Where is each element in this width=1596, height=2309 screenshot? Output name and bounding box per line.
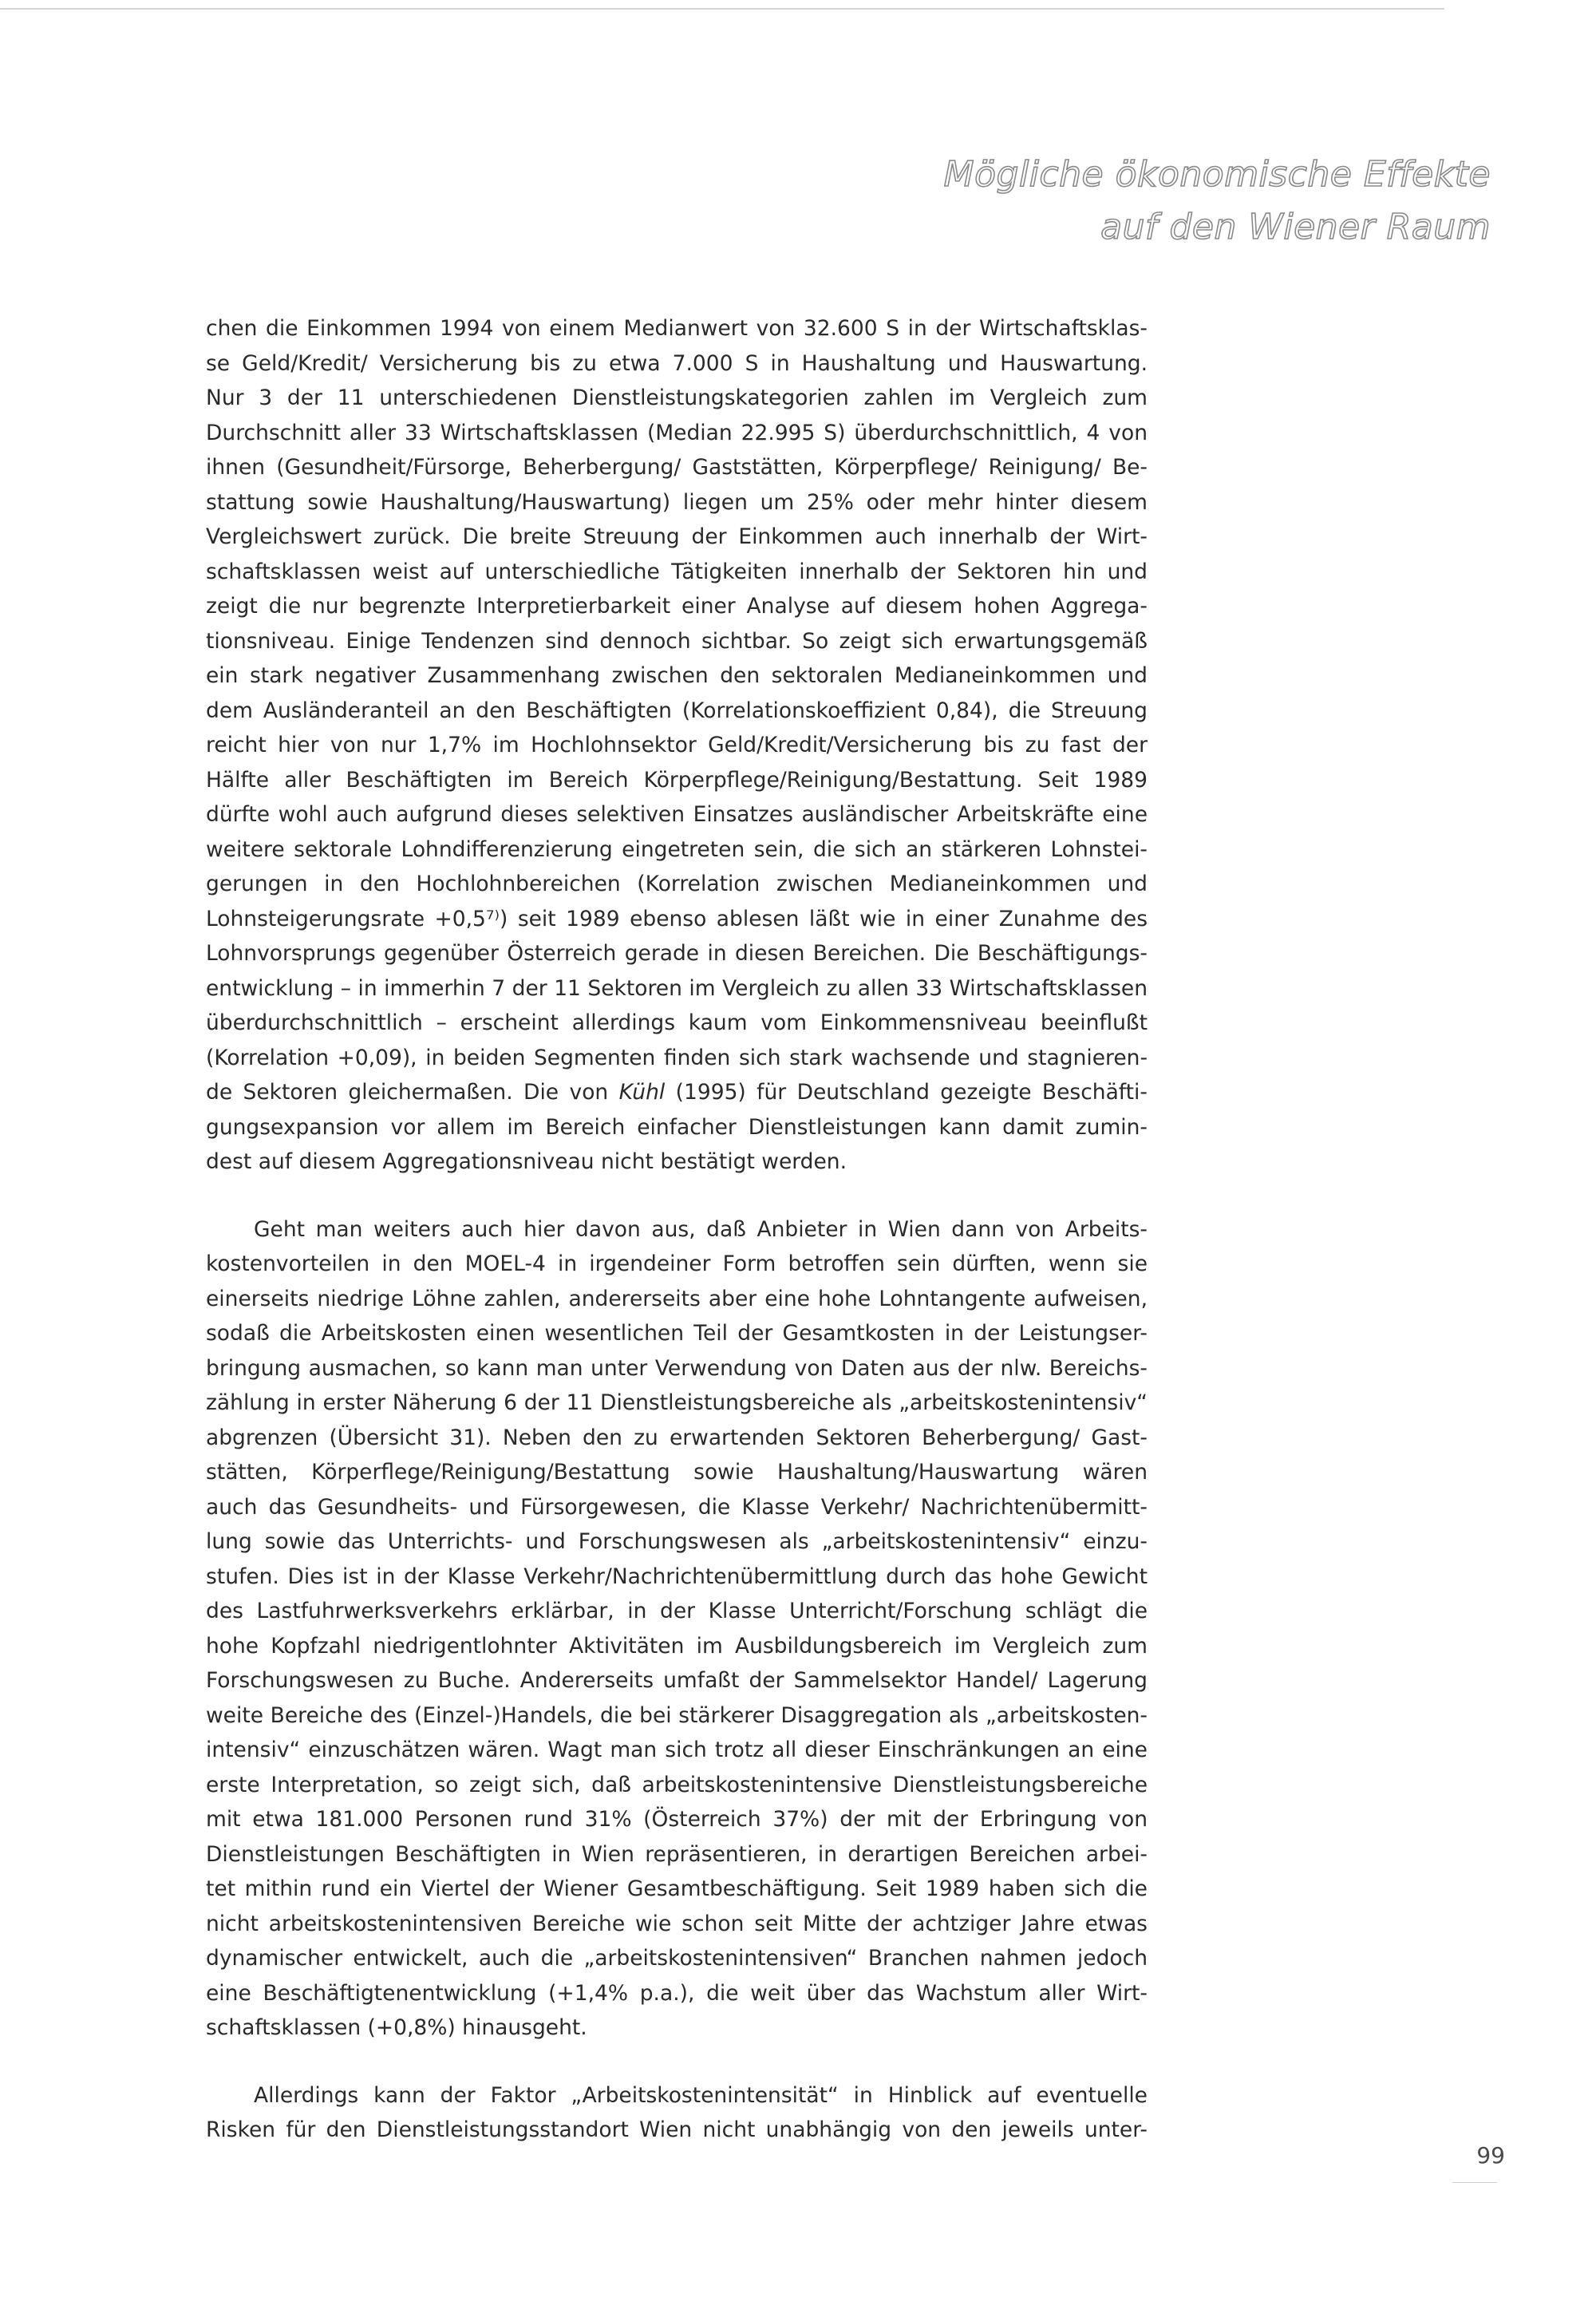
text-line: reicht hier von nur 1,7% im Hochlohnsektor Geld/Kredit/Versicherung bis zu fast der: [206, 733, 1148, 757]
text-line: Nur 3 der 11 unterschiedenen Dienstleistungskategorien zahlen im Vergleich zum: [206, 385, 1148, 410]
text-line: ein stark negativer Zusammenhang zwischen den sektoralen Medianeinkommen und: [206, 663, 1148, 688]
text-line: de Sektoren gleichermaßen. Die von Kühl (1995) für Deutschland gezeigte Beschäfti-: [206, 1080, 1148, 1105]
paragraph-gap: [206, 2046, 1148, 2078]
text-line: mit etwa 181.000 Personen rund 31% (Österreich 37%) der mit der Erbringung von: [206, 1807, 1148, 1832]
text-line: hohe Kopfzahl niedrigentlohnter Aktivitäten im Ausbildungsbereich im Vergleich zum: [206, 1633, 1148, 1659]
text-line: entwicklung – in immerhin 7 der 11 Sektoren im Vergleich zu allen 33 Wirtschaftsklassen: [206, 975, 1148, 1001]
text-line: dynamischer entwickelt, auch die „arbeitskostenintensiven“ Branchen nahmen jedoch: [206, 1946, 1148, 1971]
top-rule: [0, 8, 1444, 10]
text-line: schaftsklassen (+0,8%) hinausgeht.: [206, 2015, 587, 2040]
text-line: dem Ausländeranteil an den Beschäftigten (Korrelationskoeffizient 0,84), die Streuung: [206, 698, 1148, 723]
paragraph-2: [206, 1212, 1148, 2046]
text-line: weitere sektorale Lohndifferenzierung eingetreten sein, die sich an stärkeren Lohnstei-: [206, 836, 1148, 862]
text-line: erste Interpretation, so zeigt sich, daß arbeitskostenintensive Dienstleistungsbereiche: [206, 1772, 1148, 1797]
text-line: weite Bereiche des (Einzel-)Handels, die bei stärkerer Disaggregation als „arbeitskosten-: [206, 1702, 1148, 1728]
body-text: [206, 311, 1148, 2148]
paragraph-gap: [206, 1180, 1148, 1212]
text-line: Vergleichswert zurück. Die breite Streuung der Einkommen auch innerhalb der Wirt-: [206, 524, 1148, 549]
text-line: zählung in erster Näherung 6 der 11 Dienstleistungsbereiche als „arbeitskostenintensiv“: [206, 1390, 1148, 1415]
text-line: Forschungswesen zu Buche. Andererseits umfaßt der Sammelsektor Handel/ Lagerung: [206, 1668, 1148, 1693]
text-line: stufen. Dies ist in der Klasse Verkehr/Nachrichtenübermittlung durch das hohe Gewicht: [206, 1564, 1148, 1589]
text-line: stattung sowie Haushaltung/Hauswartung) liegen um 25% oder mehr hinter diesem: [206, 489, 1148, 515]
text-line: (Korrelation +0,09), in beiden Segmenten finden sich stark wachsende und stagnieren-: [206, 1045, 1148, 1070]
running-header: [944, 148, 1491, 254]
text-line: zeigt die nur begrenzte Interpretierbarkeit einer Analyse auf diesem hohen Aggrega-: [206, 594, 1148, 619]
text-line: Dienstleistungen Beschäftigten in Wien repräsentieren, in derartigen Bereichen arbei-: [206, 1841, 1148, 1867]
text-line: einerseits niedrige Löhne zahlen, andererseits aber eine hohe Lohntangente aufweisen,: [206, 1286, 1148, 1311]
text-line: Durchschnitt aller 33 Wirtschaftsklassen (Median 22.995 S) überdurchschnittlich, 4 von: [206, 420, 1148, 445]
text-line: abgrenzen (Übersicht 31). Neben den zu erwartenden Sektoren Beherbergung/ Gast-: [206, 1425, 1148, 1450]
cited-author: Kühl: [618, 1080, 666, 1105]
text-line: bringung ausmachen, so kann man unter Verwendung von Daten aus der nlw. Bereichs-: [206, 1355, 1148, 1381]
text-line: eine Beschäftigtenentwicklung (+1,4% p.a.), die weit über das Wachstum aller Wirt-: [206, 1980, 1148, 2006]
text-line: sodaß die Arbeitskosten einen wesentlichen Teil der Gesamtkosten in der Leistungser-: [206, 1321, 1148, 1346]
text-line: kostenvorteilen in den MOEL-4 in irgendeiner Form betroffen sein dürften, wenn sie: [206, 1251, 1148, 1276]
text-line: nicht arbeitskostenintensiven Bereiche wie schon seit Mitte der achtziger Jahre etwas: [206, 1911, 1148, 1936]
text-line: tet mithin rund ein Viertel der Wiener Gesamtbeschäftigung. Seit 1989 haben sich die: [206, 1876, 1148, 1901]
text-line: chen die Einkommen 1994 von einem Medianwert von 32.600 S in der Wirtschaftsklas-: [206, 316, 1148, 341]
text-line: Lohnvorsprungs gegenüber Österreich gerade in diesen Bereichen. Die Beschäftigungs-: [206, 941, 1148, 966]
text-line: Allerdings kann der Faktor „Arbeitskostenintensität“ in Hinblick auf eventuelle: [254, 2082, 1148, 2108]
paragraph-1: [206, 311, 1148, 1180]
text-line: lung sowie das Unterrichts- und Forschungswesen als „arbeitskostenintensiv“ einzu-: [206, 1529, 1148, 1554]
page-number-rule: [1452, 2182, 1497, 2183]
text-line: stätten, Körperflege/Reinigung/Bestattung sowie Haushaltung/Hauswartung wären: [206, 1460, 1148, 1485]
text-line: tionsniveau. Einige Tendenzen sind dennoch sichtbar. So zeigt sich erwartungsgemäß: [206, 628, 1148, 654]
text-line: Hälfte aller Beschäftigten im Bereich Körperpflege/Reinigung/Bestattung. Seit 1989: [206, 767, 1148, 793]
text-line: Lohnsteigerungsrate +0,5⁷⁾) seit 1989 ebenso ablesen läßt wie in einer Zunahme des: [206, 906, 1148, 931]
text-line: schaftsklassen weist auf unterschiedliche Tätigkeiten innerhalb der Sektoren hin und: [206, 559, 1148, 584]
text-line: dürfte wohl auch aufgrund dieses selektiven Einsatzes ausländischer Arbeitskräfte eine: [206, 802, 1148, 827]
text-line: ihnen (Gesundheit/Fürsorge, Beherbergung/ Gaststätten, Körperpflege/ Reinigung/ Be-: [206, 455, 1148, 480]
text-line: auch das Gesundheits- und Fürsorgewesen, die Klasse Verkehr/ Nachrichtenübermitt-: [206, 1494, 1148, 1520]
text-line: Geht man weiters auch hier davon aus, daß Anbieter in Wien dann von Arbeits-: [254, 1216, 1148, 1242]
paragraph-3: [206, 2078, 1148, 2148]
text-line: Risken für den Dienstleistungsstandort Wien nicht unabhängig von den jeweils unter-: [206, 2117, 1148, 2142]
page-number: 99: [1476, 2142, 1505, 2169]
text-line: gungsexpansion vor allem im Bereich einfacher Dienstleistungen kann damit zumin-: [206, 1114, 1148, 1140]
text-line: gerungen in den Hochlohnbereichen (Korrelation zwischen Medianeinkommen und: [206, 872, 1148, 896]
running-header-line-1: Mögliche ökonomische Effekte: [943, 154, 1491, 195]
running-header-line-2: auf den Wiener Raum: [1100, 207, 1491, 247]
text-line: se Geld/Kredit/ Versicherung bis zu etwa 7.000 S in Haushaltung und Hauswartung.: [206, 350, 1148, 376]
text-line: überdurchschnittlich – erscheint allerdings kaum vom Einkommensniveau beeinflußt: [206, 1010, 1148, 1035]
text-line: des Lastfuhrwerksverkehrs erklärbar, in der Klasse Unterricht/Forschung schlägt die: [206, 1599, 1148, 1623]
text-line: intensiv“ einzuschätzen wären. Wagt man sich trotz all dieser Einschränkungen an eine: [206, 1738, 1148, 1762]
text-line: dest auf diesem Aggregationsniveau nicht bestätigt werden.: [206, 1149, 847, 1174]
